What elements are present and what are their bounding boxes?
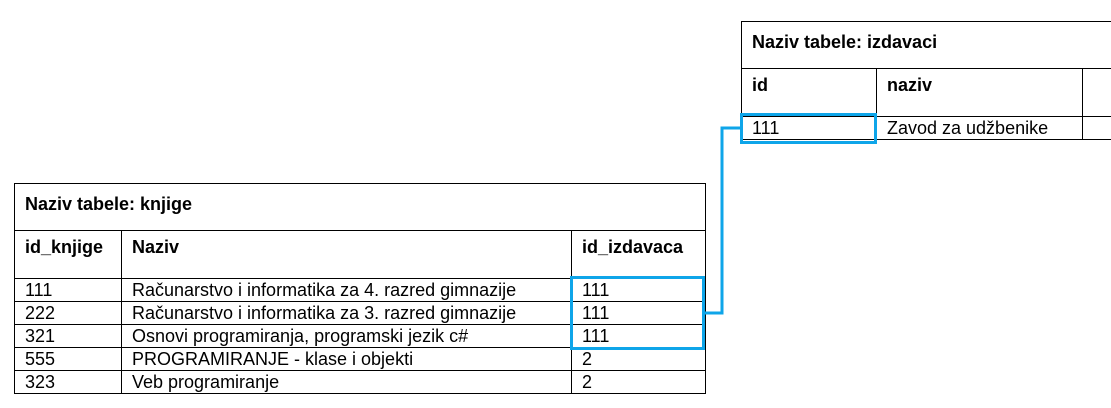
cell-naziv: Računarstvo i informatika za 4. razred gimnazije [122,279,572,302]
cell-id-izdavaca: 111 [572,325,706,348]
cell-id-knjige: 222 [15,302,122,325]
column-header-id-izdavaca: id_izdavaca [572,231,706,279]
cell-id-izdavaca: 111 [572,279,706,302]
cell-naziv: Zavod za udžbenike [877,117,1083,140]
column-header-naziv: naziv [877,69,1083,117]
table-title: Naziv tabele: knjige [15,184,706,231]
cell-id: 111 [742,117,877,140]
cell-id-izdavaca: 2 [572,348,706,371]
connector-line [705,128,740,313]
cell-naziv: Osnovi programiranja, programski jezik c# [122,325,572,348]
column-header-id: id [742,69,877,117]
cell-id-knjige: 555 [15,348,122,371]
cell-naziv: Računarstvo i informatika za 3. razred gimnazije [122,302,572,325]
cell-naziv: Veb programiranje [122,371,572,394]
cell-id-izdavaca: 2 [572,371,706,394]
table-title: Naziv tabele: izdavaci [742,22,1111,69]
column-header-id-knjige: id_knjige [15,231,122,279]
cell-id-knjige: 321 [15,325,122,348]
cell-id-izdavaca: 111 [572,302,706,325]
cell-id-knjige: 323 [15,371,122,394]
column-header-naziv: Naziv [122,231,572,279]
cell-naziv: PROGRAMIRANJE - klase i objekti [122,348,572,371]
cell-id-knjige: 111 [15,279,122,302]
